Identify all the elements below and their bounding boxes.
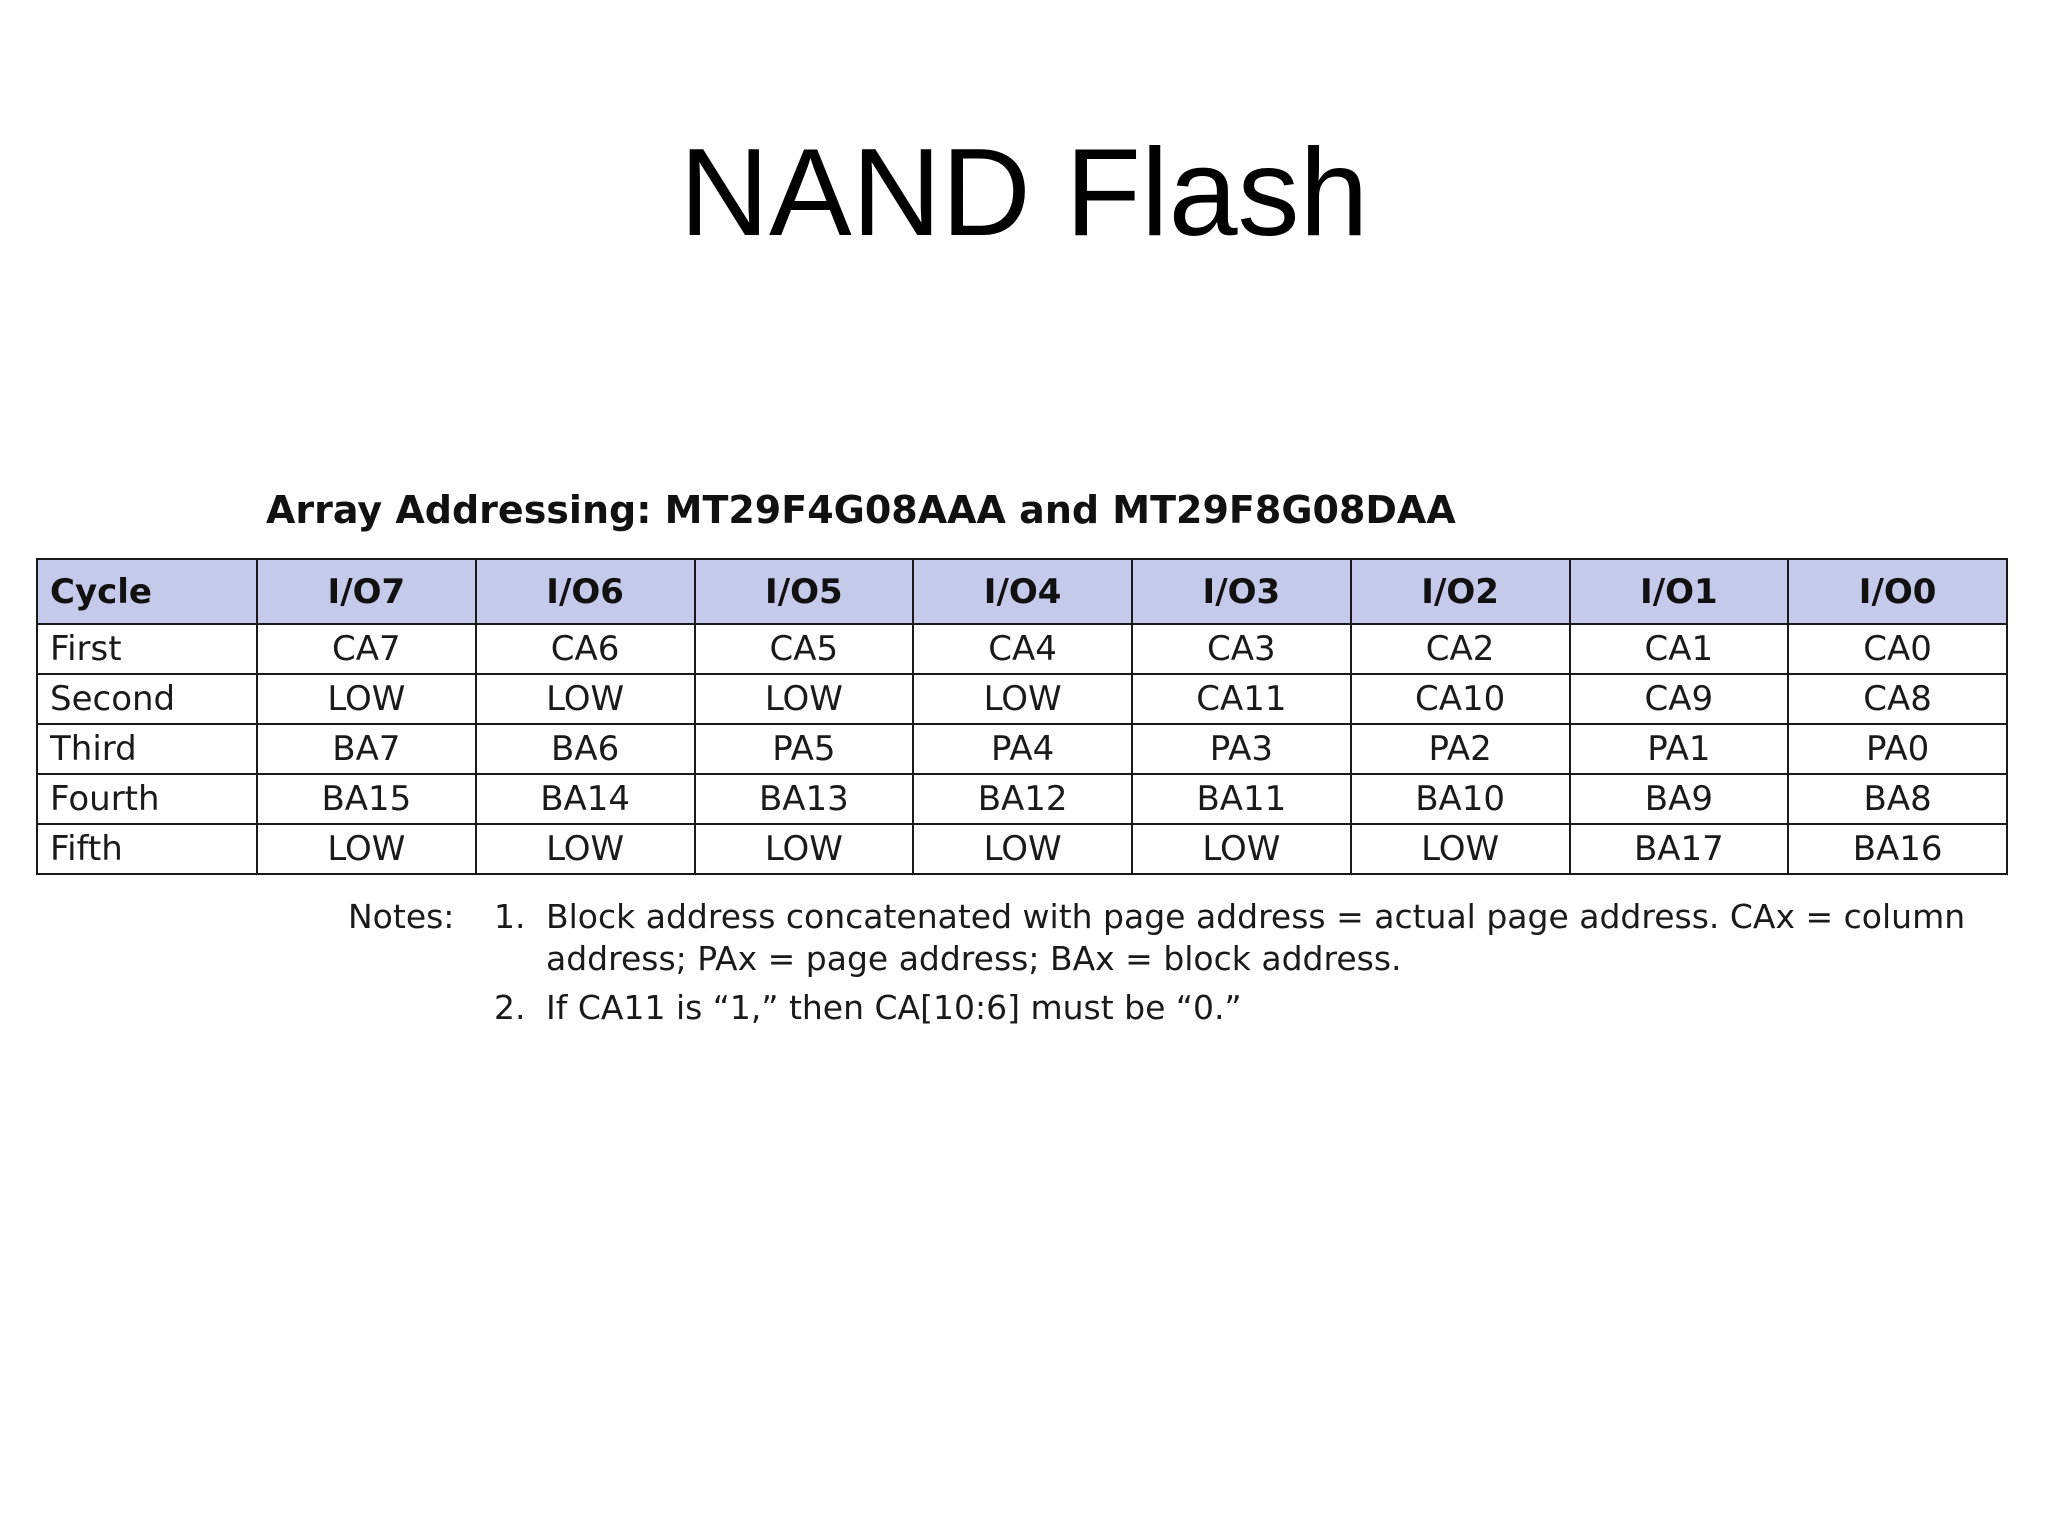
cycle-cell: Second (37, 674, 257, 724)
cycle-cell: First (37, 624, 257, 674)
header-io6: I/O6 (476, 559, 695, 624)
table-header-row (37, 559, 2007, 624)
table-cell: CA4 (913, 624, 1132, 674)
table-cell: LOW (913, 824, 1132, 874)
table-cell: CA0 (1788, 624, 2007, 674)
table-cell: PA3 (1132, 724, 1351, 774)
table-cell: BA17 (1570, 824, 1789, 874)
table-cell: LOW (476, 674, 695, 724)
table-cell: CA10 (1351, 674, 1570, 724)
table-cell: LOW (476, 824, 695, 874)
header-io1: I/O1 (1570, 559, 1789, 624)
header-io5: I/O5 (695, 559, 914, 624)
table-cell: LOW (1351, 824, 1570, 874)
table-cell: BA8 (1788, 774, 2007, 824)
header-io3: I/O3 (1132, 559, 1351, 624)
table-cell: BA6 (476, 724, 695, 774)
cycle-cell: Fourth (37, 774, 257, 824)
table-cell: BA12 (913, 774, 1132, 824)
table-cell: PA2 (1351, 724, 1570, 774)
table-cell: CA7 (257, 624, 476, 674)
table-cell: BA11 (1132, 774, 1351, 824)
table-cell: BA10 (1351, 774, 1570, 824)
table-row (37, 624, 2007, 674)
header-io7: I/O7 (257, 559, 476, 624)
table-cell: BA7 (257, 724, 476, 774)
table-row (37, 674, 2007, 724)
table-cell: BA14 (476, 774, 695, 824)
table-row (37, 774, 2007, 824)
table-cell: CA11 (1132, 674, 1351, 724)
table-cell: PA0 (1788, 724, 2007, 774)
table-cell: BA15 (257, 774, 476, 824)
note-1-number: 1. (494, 897, 526, 936)
table-cell: CA2 (1351, 624, 1570, 674)
table-cell: CA8 (1788, 674, 2007, 724)
table-cell: PA5 (695, 724, 914, 774)
table-cell: LOW (257, 674, 476, 724)
header-io2: I/O2 (1351, 559, 1570, 624)
table-cell: BA16 (1788, 824, 2007, 874)
header-cycle: Cycle (37, 559, 257, 624)
cycle-cell: Third (37, 724, 257, 774)
header-io0: I/O0 (1788, 559, 2007, 624)
table-cell: LOW (695, 674, 914, 724)
table-cell: BA9 (1570, 774, 1789, 824)
note-1-line-1: Block address concatenated with page address = actual page address. CAx = column (546, 897, 1966, 936)
table-cell: CA9 (1570, 674, 1789, 724)
table-cell: LOW (1132, 824, 1351, 874)
table-row (37, 824, 2007, 874)
note-2-number: 2. (494, 988, 526, 1027)
cycle-cell: Fifth (37, 824, 257, 874)
table-caption: Array Addressing: MT29F4G08AAA and MT29F8G08DAA (266, 488, 1456, 532)
table-cell: CA1 (1570, 624, 1789, 674)
table-row (37, 724, 2007, 774)
table-cell: PA1 (1570, 724, 1789, 774)
header-io4: I/O4 (913, 559, 1132, 624)
table-cell: BA13 (695, 774, 914, 824)
table-cell: CA5 (695, 624, 914, 674)
slide-title: NAND Flash (679, 124, 1369, 262)
notes-label: Notes: (348, 897, 455, 936)
note-1-line-2: address; PAx = page address; BAx = block address. (546, 939, 1402, 978)
table-cell: CA6 (476, 624, 695, 674)
table-cell: LOW (695, 824, 914, 874)
table-cell: LOW (913, 674, 1132, 724)
array-addressing-table (36, 558, 2008, 875)
table-cell: PA4 (913, 724, 1132, 774)
note-2-line-1: If CA11 is “1,” then CA[10:6] must be “0.” (546, 988, 1242, 1027)
table-cell: CA3 (1132, 624, 1351, 674)
table-cell: LOW (257, 824, 476, 874)
